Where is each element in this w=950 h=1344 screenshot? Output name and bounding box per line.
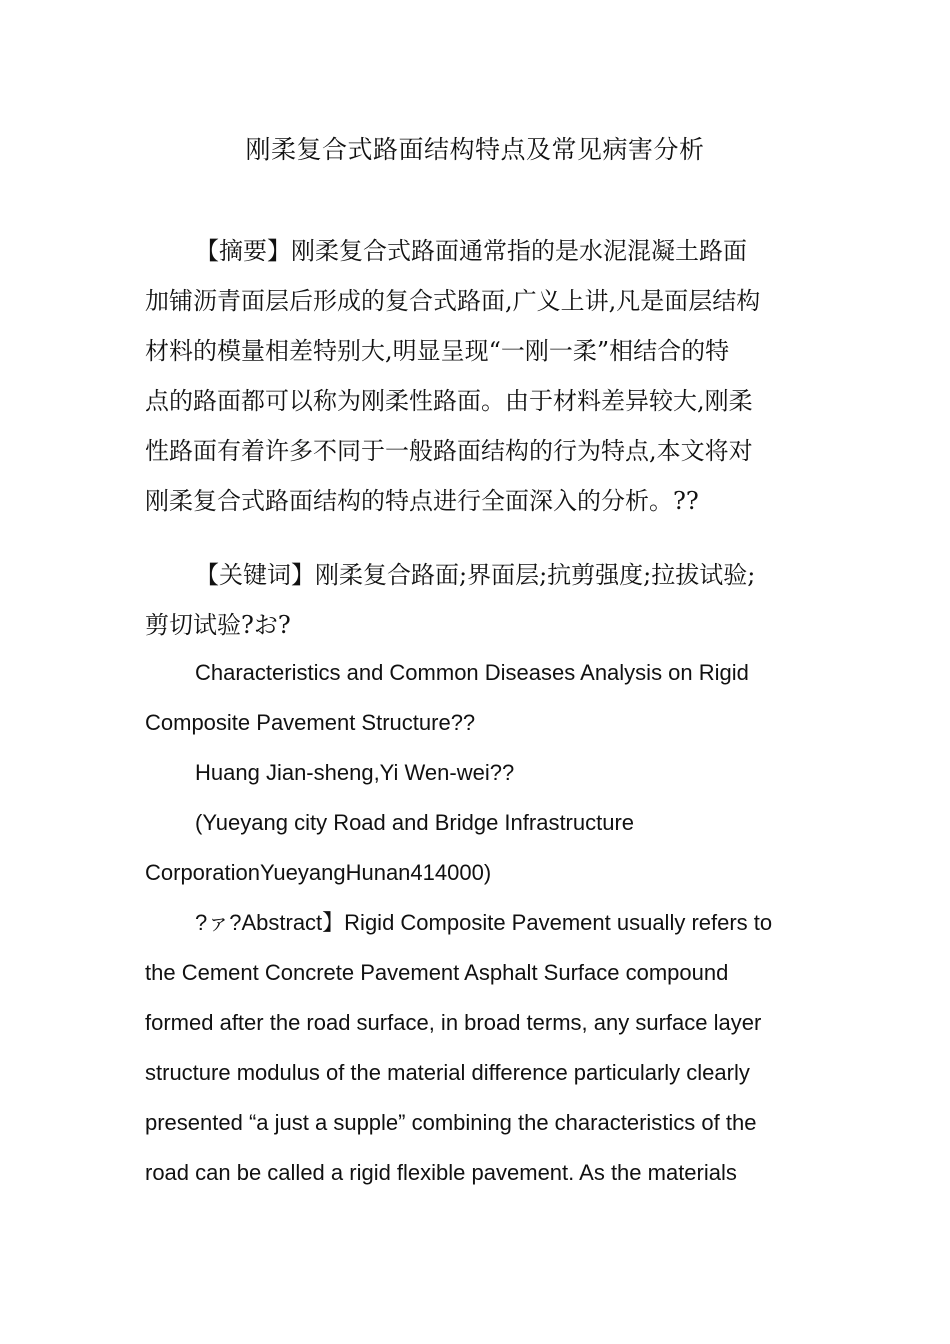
english-abstract-line: road can be called a rigid flexible pavement. As the materials xyxy=(145,1160,737,1185)
abstract-zh-line: 加铺沥青面层后形成的复合式路面,广义上讲,凡是面层结构 xyxy=(145,287,761,315)
abstract-zh-line: 材料的模量相差特别大,明显呈现“一刚一柔”相结合的特 xyxy=(145,337,730,365)
english-abstract-line: formed after the road surface, in broad terms, any surface layer xyxy=(145,1010,762,1035)
abstract-zh-line: 点的路面都可以称为刚柔性路面。由于材料差异较大,刚柔 xyxy=(145,387,753,415)
document-title: 刚柔复合式路面结构特点及常见病害分析 xyxy=(245,135,705,164)
english-title-line: Characteristics and Common Diseases Analysis on Rigid xyxy=(195,660,749,685)
english-title-line: Composite Pavement Structure?? xyxy=(145,710,476,735)
keywords-zh-line: 剪切试验?お? xyxy=(145,611,291,639)
keywords-zh-line: 【关键词】刚柔复合路面;界面层;抗剪强度;拉拔试验; xyxy=(195,561,756,589)
abstract-zh xyxy=(145,226,805,526)
english-affiliation-line: CorporationYueyangHunan414000) xyxy=(145,860,492,885)
english-authors: Huang Jian-sheng,Yi Wen-wei?? xyxy=(195,760,515,785)
english-abstract-line: the Cement Concrete Pavement Asphalt Surface compound xyxy=(145,960,729,985)
english-section xyxy=(145,648,825,1198)
english-abstract-line: ?ァ?Abstract】Rigid Composite Pavement usually refers to xyxy=(195,910,773,935)
abstract-zh-line: 【摘要】刚柔复合式路面通常指的是水泥混凝土路面 xyxy=(195,237,747,265)
keywords-zh xyxy=(145,550,805,650)
english-abstract-line: presented “a just a supple” combining the characteristics of the xyxy=(145,1110,757,1135)
english-affiliation-line: (Yueyang city Road and Bridge Infrastructure xyxy=(195,810,635,835)
english-abstract-line: structure modulus of the material difference particularly clearly xyxy=(145,1060,750,1085)
abstract-zh-line: 刚柔复合式路面结构的特点进行全面深入的分析。?? xyxy=(145,487,699,515)
abstract-zh-line: 性路面有着许多不同于一般路面结构的行为特点,本文将对 xyxy=(145,437,753,465)
